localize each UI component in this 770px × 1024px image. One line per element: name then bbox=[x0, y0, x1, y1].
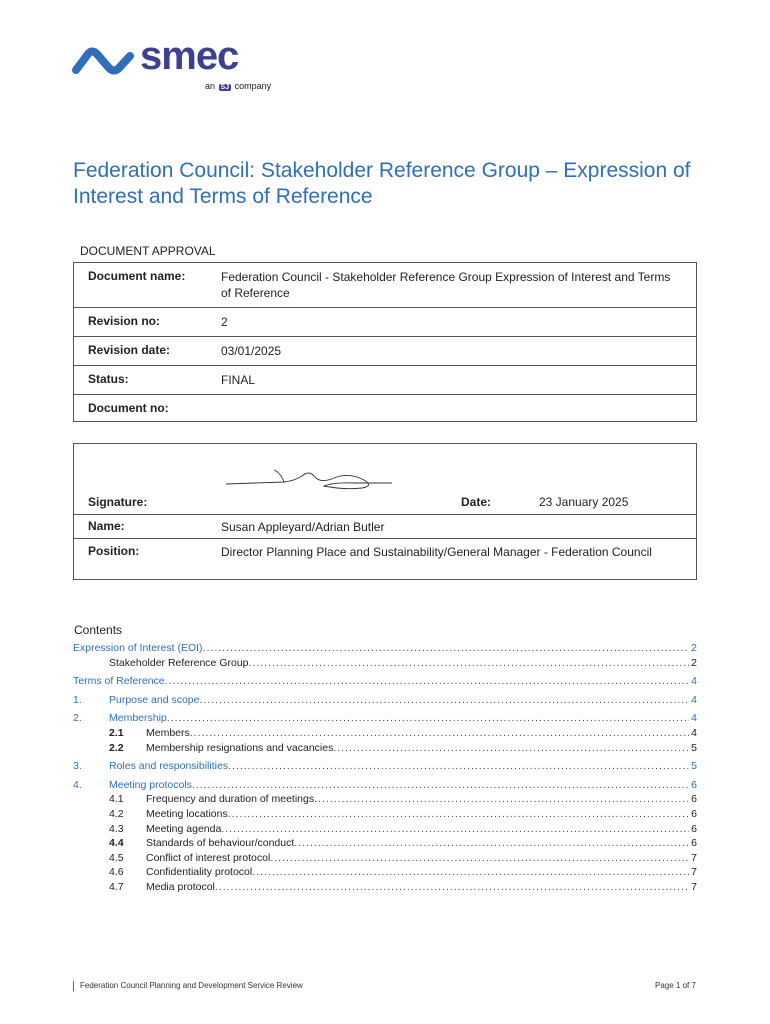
table-row bbox=[74, 366, 697, 395]
toc-entry[interactable]: 1. Purpose and scope ..... 4 bbox=[73, 693, 697, 708]
position-row bbox=[74, 540, 696, 578]
name-value: Susan Appleyard/Adrian Butler bbox=[221, 520, 385, 534]
date-label: Date: bbox=[461, 495, 492, 509]
row-value: 2 bbox=[221, 308, 697, 337]
row-key: Revision no: bbox=[74, 308, 222, 337]
signoff-box bbox=[73, 443, 697, 580]
toc-entry[interactable]: 4.6 Confidentiality protocol ..... 7 bbox=[73, 865, 697, 880]
approval-table bbox=[73, 262, 697, 422]
row-value: FINAL bbox=[221, 366, 697, 395]
toc-entry[interactable]: 4. Meeting protocols ..... 6 bbox=[73, 778, 697, 793]
handwritten-signature bbox=[224, 462, 394, 496]
table-row bbox=[74, 263, 697, 308]
logo-wordmark: smec bbox=[140, 34, 239, 78]
position-label: Position: bbox=[88, 544, 140, 558]
toc-entry[interactable]: Expression of Interest (EOI) ..... 2 bbox=[73, 641, 697, 656]
row-value bbox=[221, 395, 697, 422]
toc-entry[interactable]: 4.1 Frequency and duration of meetings ..... 6 bbox=[73, 792, 697, 807]
toc-entry[interactable]: 4.3 Meeting agenda ..... 6 bbox=[73, 822, 697, 837]
table-of-contents bbox=[73, 641, 697, 895]
position-value: Director Planning Place and Sustainability/General Manager - Federation Council bbox=[221, 545, 652, 559]
name-label: Name: bbox=[88, 519, 125, 533]
logo-subtitle: an SJ company bbox=[205, 81, 272, 91]
toc-entry[interactable]: Stakeholder Reference Group ..... 2 bbox=[73, 656, 697, 671]
row-value: 03/01/2025 bbox=[221, 337, 697, 366]
footer-divider bbox=[73, 981, 74, 991]
table-row bbox=[74, 395, 697, 422]
toc-entry[interactable]: 2.1 Members ..... 4 bbox=[73, 726, 697, 741]
toc-entry[interactable]: 2. Membership ..... 4 bbox=[73, 711, 697, 726]
footer-title: Federation Council Planning and Development Service Review bbox=[80, 981, 303, 990]
sj-badge: SJ bbox=[220, 84, 230, 91]
toc-entry[interactable]: 3. Roles and responsibilities ..... 5 bbox=[73, 759, 697, 774]
toc-entry[interactable]: 4.2 Meeting locations ..... 6 bbox=[73, 807, 697, 822]
table-row bbox=[74, 337, 697, 366]
name-row bbox=[74, 516, 696, 539]
signature-row bbox=[74, 492, 696, 515]
date-value: 23 January 2025 bbox=[539, 495, 629, 509]
approval-heading: DOCUMENT APPROVAL bbox=[80, 244, 216, 258]
document-title: Federation Council: Stakeholder Reference Group – Expression of Interest and Terms of Reference bbox=[73, 159, 691, 208]
page-number: Page 1 of 7 bbox=[655, 981, 696, 990]
contents-heading: Contents bbox=[74, 623, 123, 637]
toc-entry[interactable]: 4.4 Standards of behaviour/conduct ..... 6 bbox=[73, 836, 697, 851]
signature-label: Signature: bbox=[88, 495, 148, 509]
row-key: Document no: bbox=[74, 395, 222, 422]
row-key: Revision date: bbox=[74, 337, 222, 366]
toc-entry[interactable]: 2.2 Membership resignations and vacancies ..... 5 bbox=[73, 741, 697, 756]
row-key: Status: bbox=[74, 366, 222, 395]
toc-entry[interactable]: 4.7 Media protocol ..... 7 bbox=[73, 880, 697, 895]
row-value: Federation Council - Stakeholder Reference Group Expression of Interest and Terms of Reference bbox=[221, 263, 697, 308]
toc-entry[interactable]: 4.5 Conflict of interest protocol ..... 7 bbox=[73, 851, 697, 866]
table-row bbox=[74, 308, 697, 337]
row-key: Document name: bbox=[74, 263, 222, 308]
toc-entry[interactable]: Terms of Reference ..... 4 bbox=[73, 674, 697, 689]
